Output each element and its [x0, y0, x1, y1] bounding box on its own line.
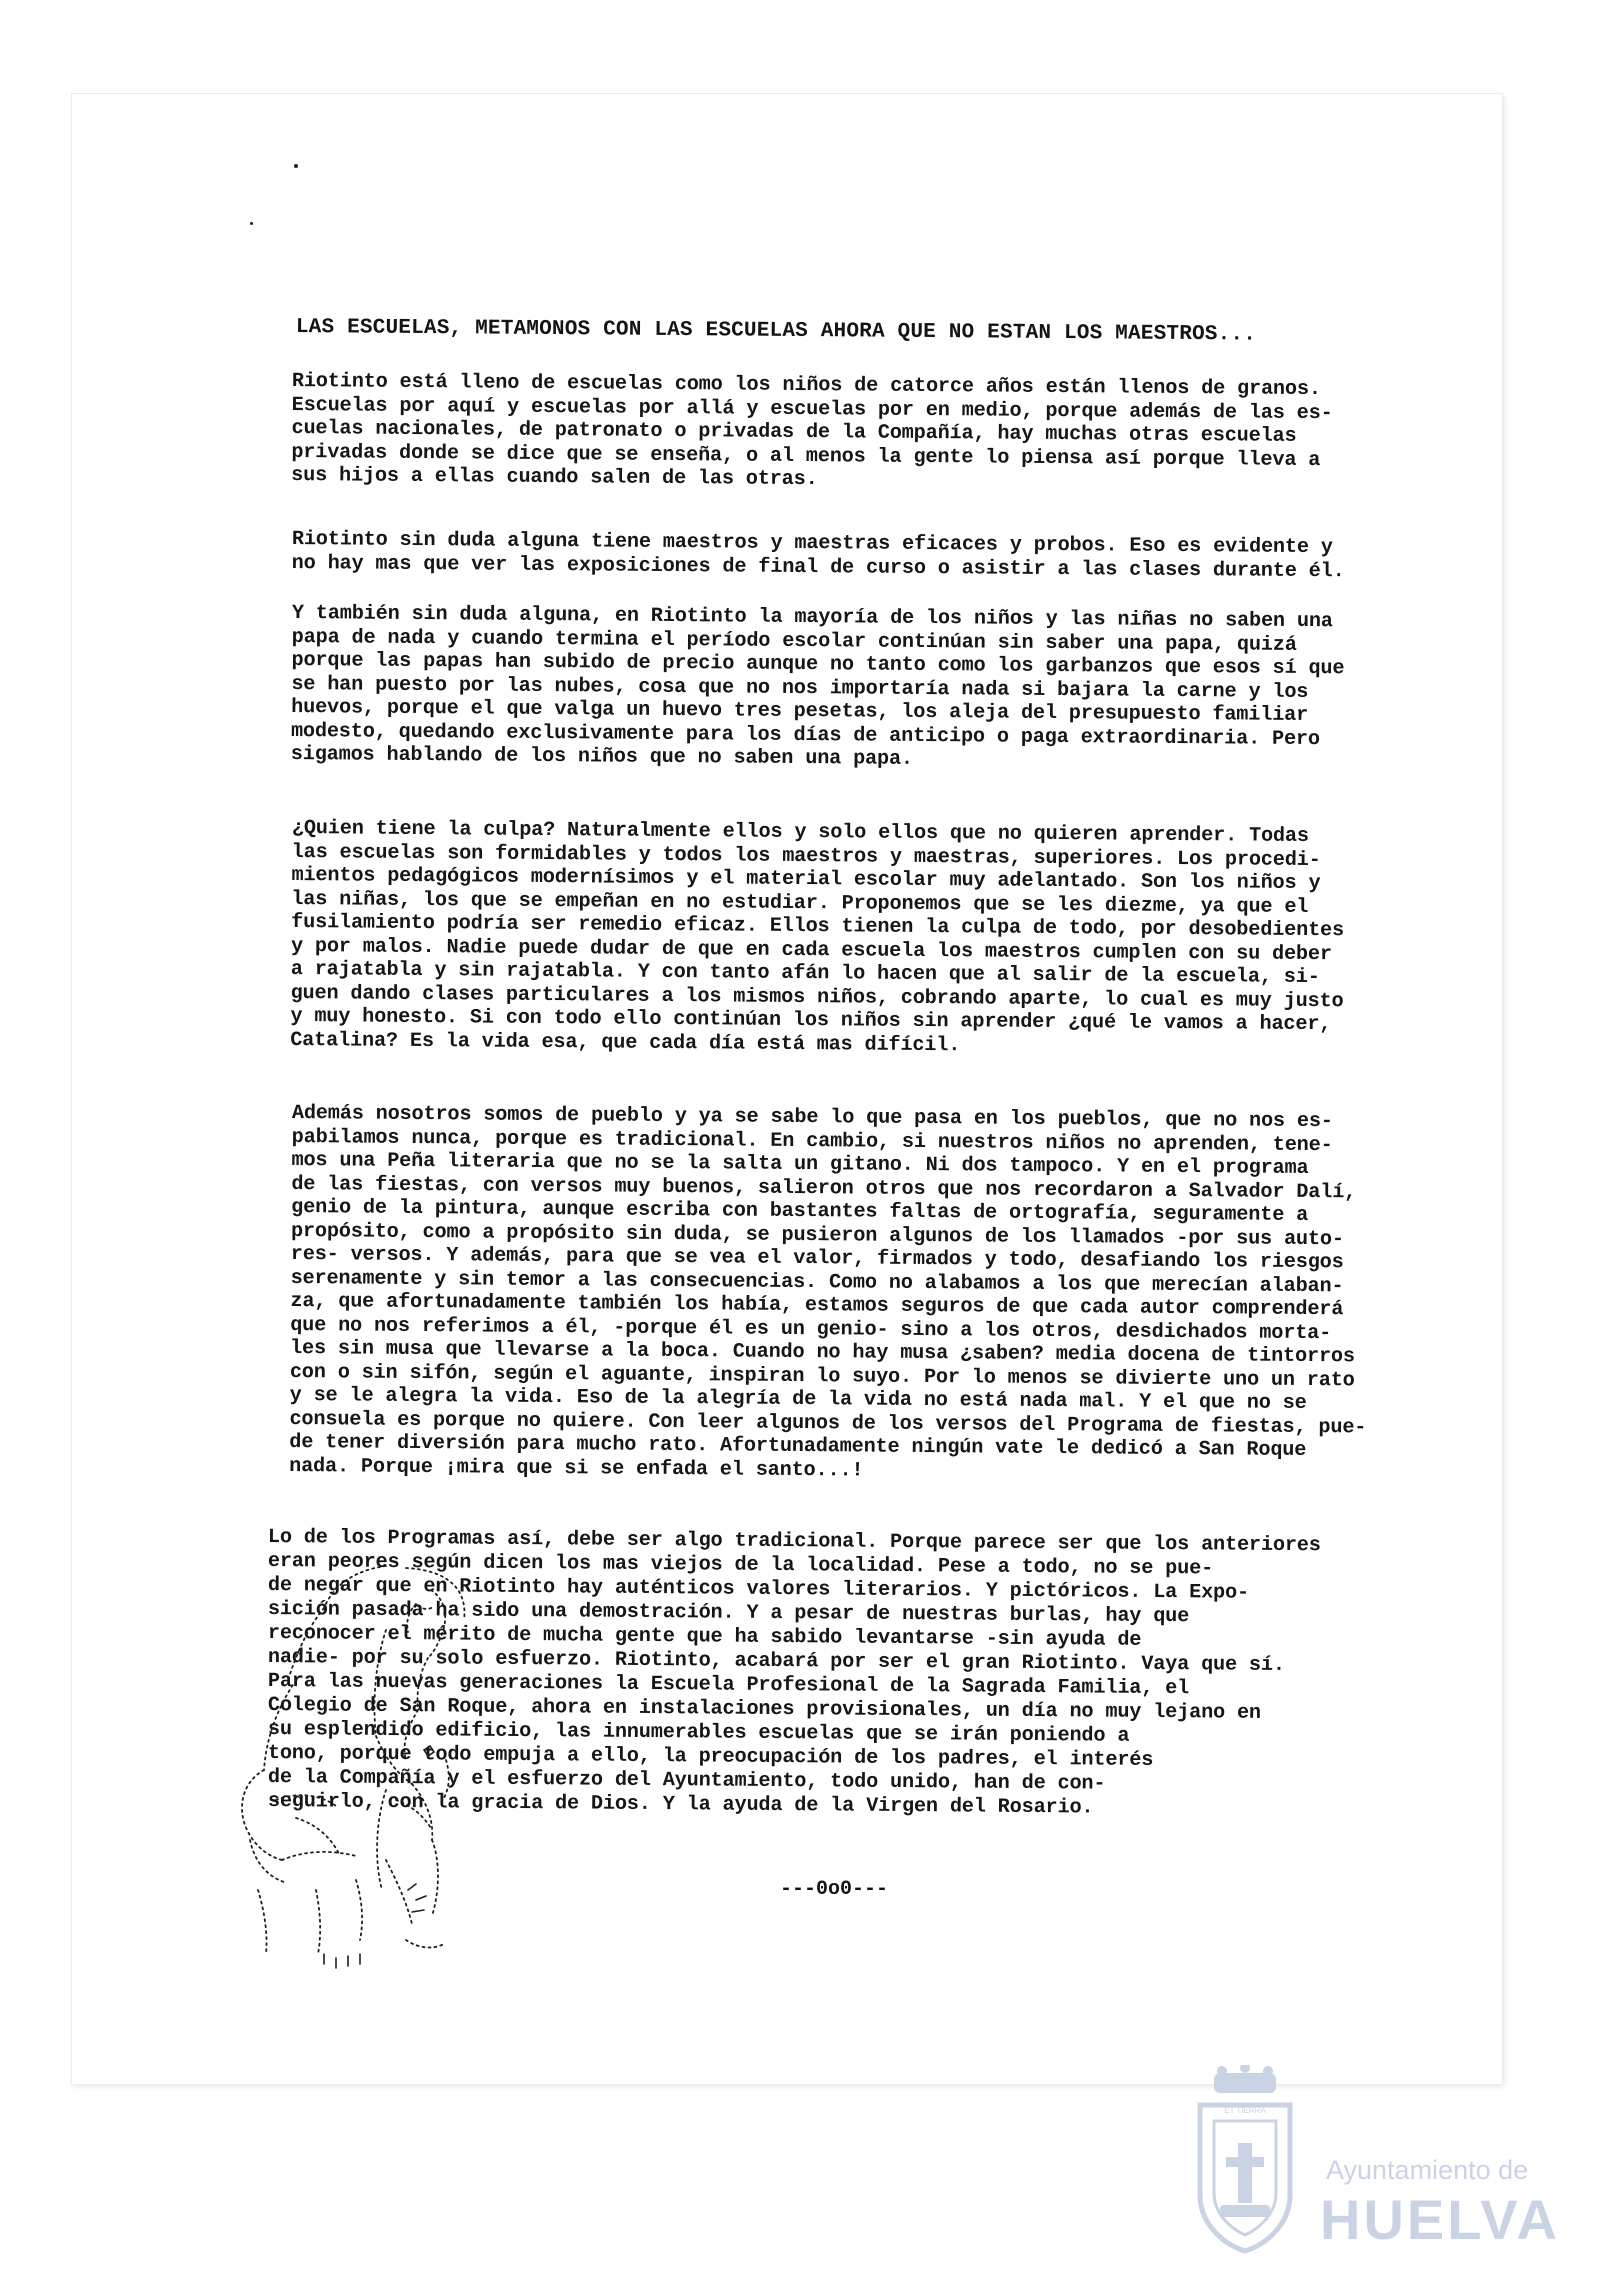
final-line: su esplendido edificio, las innumerables escuelas que se irán poniendo a: [267, 1718, 1130, 1748]
ink-speck: [294, 164, 298, 168]
watermark-line-2: HUELVA: [1320, 2188, 1560, 2251]
final-line: Lo de los Programas así, debe ser algo tradicional. Porque parece ser que los anteriores: [267, 1526, 1321, 1558]
huelva-coat-of-arms-icon: [1180, 2065, 1310, 2255]
final-line: seguirlo, con la gracia de Dios. Y la ayuda de la Virgen del Rosario.: [267, 1790, 1094, 1820]
shield-motto: ET TIERRA: [1224, 2106, 1266, 2115]
final-line: reconocer el mérito de mucha gente que ha sabido levantarse -sin ayuda de: [267, 1622, 1142, 1652]
sketch-illustration: [236, 1560, 566, 1980]
final-line: sición pasada ha sido una demostración. Y a pesar de nuestras burlas, hay que: [267, 1598, 1190, 1629]
final-line: de la Compañía y el esfuerzo del Ayuntamiento, todo unido, han de con-: [267, 1766, 1106, 1796]
final-line: tono, porque todo empuja a ello, la preocupación de los padres, el interés: [267, 1742, 1154, 1772]
document-title: LAS ESCUELAS, METAMONOS CON LAS ESCUELAS AHORA QUE NO ESTAN LOS MAESTROS...: [295, 316, 1257, 347]
paragraph-4: ¿Quien tiene la culpa? Naturalmente ellos y solo ellos que no quieren aprender. Todas las escuelas son formidables y todos los maestros y maestras, superiores. Los procedi- mientos pedagógicos modernísimos y el material escolar muy adelantado. Son los niños y las niñas, los que se empeñan en no estudiar. Proponemos que se les diezme, ya que el fusilamiento podría ser remedio eficaz. Ellos tienen la culpa de todo, por desobedientes y por malos. Nadie puede dudar de que en cada escuela los maestros cumplen con su deber a rajatabla y sin rajatabla. Y con tanto afán lo hacen que al salir de la escuela, si- guen dando clases particulares a los mismos niños, cobrando aparte, lo cual es muy justo y muy honesto. Si con todo ello continúan los niños sin aprender ¿qué le vamos a hacer, Catalina? Es la vida esa, que cada día está mas difícil.: [290, 817, 1345, 1057]
paragraph-1: Riotinto está lleno de escuelas como los niños de catorce años están llenos de granos. Escuelas por aquí y escuelas por allá y escuelas por en medio, porque además de las es- cuelas nacionales, de patronato o privadas de la Compañía, hay muchas otras escuelas privadas donde se dice que se enseña, o al menos la gente lo piensa así porque lleva a sus hijos a ellas cuando salen de las otras.: [291, 370, 1333, 492]
ayuntamiento-watermark: [1180, 2065, 1560, 2255]
ink-speck: [250, 222, 253, 225]
final-line: Para las nuevas generaciones la Escuela Profesional de la Sagrada Familia, el: [267, 1670, 1190, 1701]
final-line: nadie- por su solo esfuerzo. Riotinto, acabará por ser el gran Riotinto. Vaya que sí.: [267, 1646, 1285, 1677]
paragraph-3: Y también sin duda alguna, en Riotinto la mayoría de los niños y las niñas no saben una papa de nada y cuando termina el período escolar continúan sin saber una papa, quizá porque las papas han subido de precio aunque no tanto como los garbanzos que esos sí que se han puesto por las nubes, cosa que no nos importaría nada si bajara la carne y los huevos, porque el que valga un huevo tres pesetas, los aleja del presupuesto familiar modesto, quedando exclusivamente para los días de anticipo o paga extraordinaria. Pero sigamos hablando de los niños que no saben una papa.: [290, 602, 1345, 771]
paragraph-5: Además nosotros somos de pueblo y ya se sabe lo que pasa en los pueblos, que no nos es- pabilamos nunca, porque es tradicional. En cambio, si nuestros niños no aprenden, tene- mos una Peña literaria que no se la salta un gitano. Ni dos tampoco. Y en el programa de las fiestas, con versos muy buenos, salieron otros que nos recordaron a Salvador Dalí, genio de la pintura, aunque escriba con bastantes faltas de ortografía, seguramente a propósito, como a propósito sin duda, se pusieron algunos de los llamados -por sus auto- res- versos. Y además, para que se vea el valor, firmados y todo, desafiando los riesgos serenamente y sin temor a las consecuencias. Como no alabamos a los que merecían alaban- za, que afortunadamente también los había, estamos seguros de que cada autor comprenderá que no nos referimos a él, -porque él es un genio- sino a los otros, desdichados morta- les sin musa que llevarse a la boca. Cuando no hay musa ¿saben? media docena de tintorros con o sin sifón, según el aguante, inspiran lo suyo. Por lo menos se divierte uno un rato y se le alegra la vida. Eso de la alegría de la vida no está nada mal. Y el que no se consuela es porque no quiere. Con leer algunos de los versos del Programa de fiestas, pue- de tener diversión para mucho rato. Afortunadamente ningún vate le dedicó a San Roque nada. Porque ¡mira que si se enfada el santo...!: [289, 1102, 1367, 1482]
final-line: eran peores según dicen los mas viejos de la localidad. Pese a todo, no se pue-: [267, 1550, 1214, 1581]
final-line: de negar que en Riotinto hay auténticos valores literarios. Y pictóricos. La Expo-: [267, 1574, 1250, 1605]
final-line: Colegio de San Roque, ahora en instalaciones provisionales, un día no muy lejano en: [267, 1694, 1262, 1725]
paragraph-2: Riotinto sin duda alguna tiene maestros y maestras eficaces y probos. Eso es evidente y no hay mas que ver las exposiciones de final de curso o asistir a las clases durante él.: [291, 528, 1345, 583]
watermark-line-1: Ayuntamiento de: [1326, 2155, 1529, 2185]
closing-mark: ---0o0---: [780, 1878, 889, 1901]
